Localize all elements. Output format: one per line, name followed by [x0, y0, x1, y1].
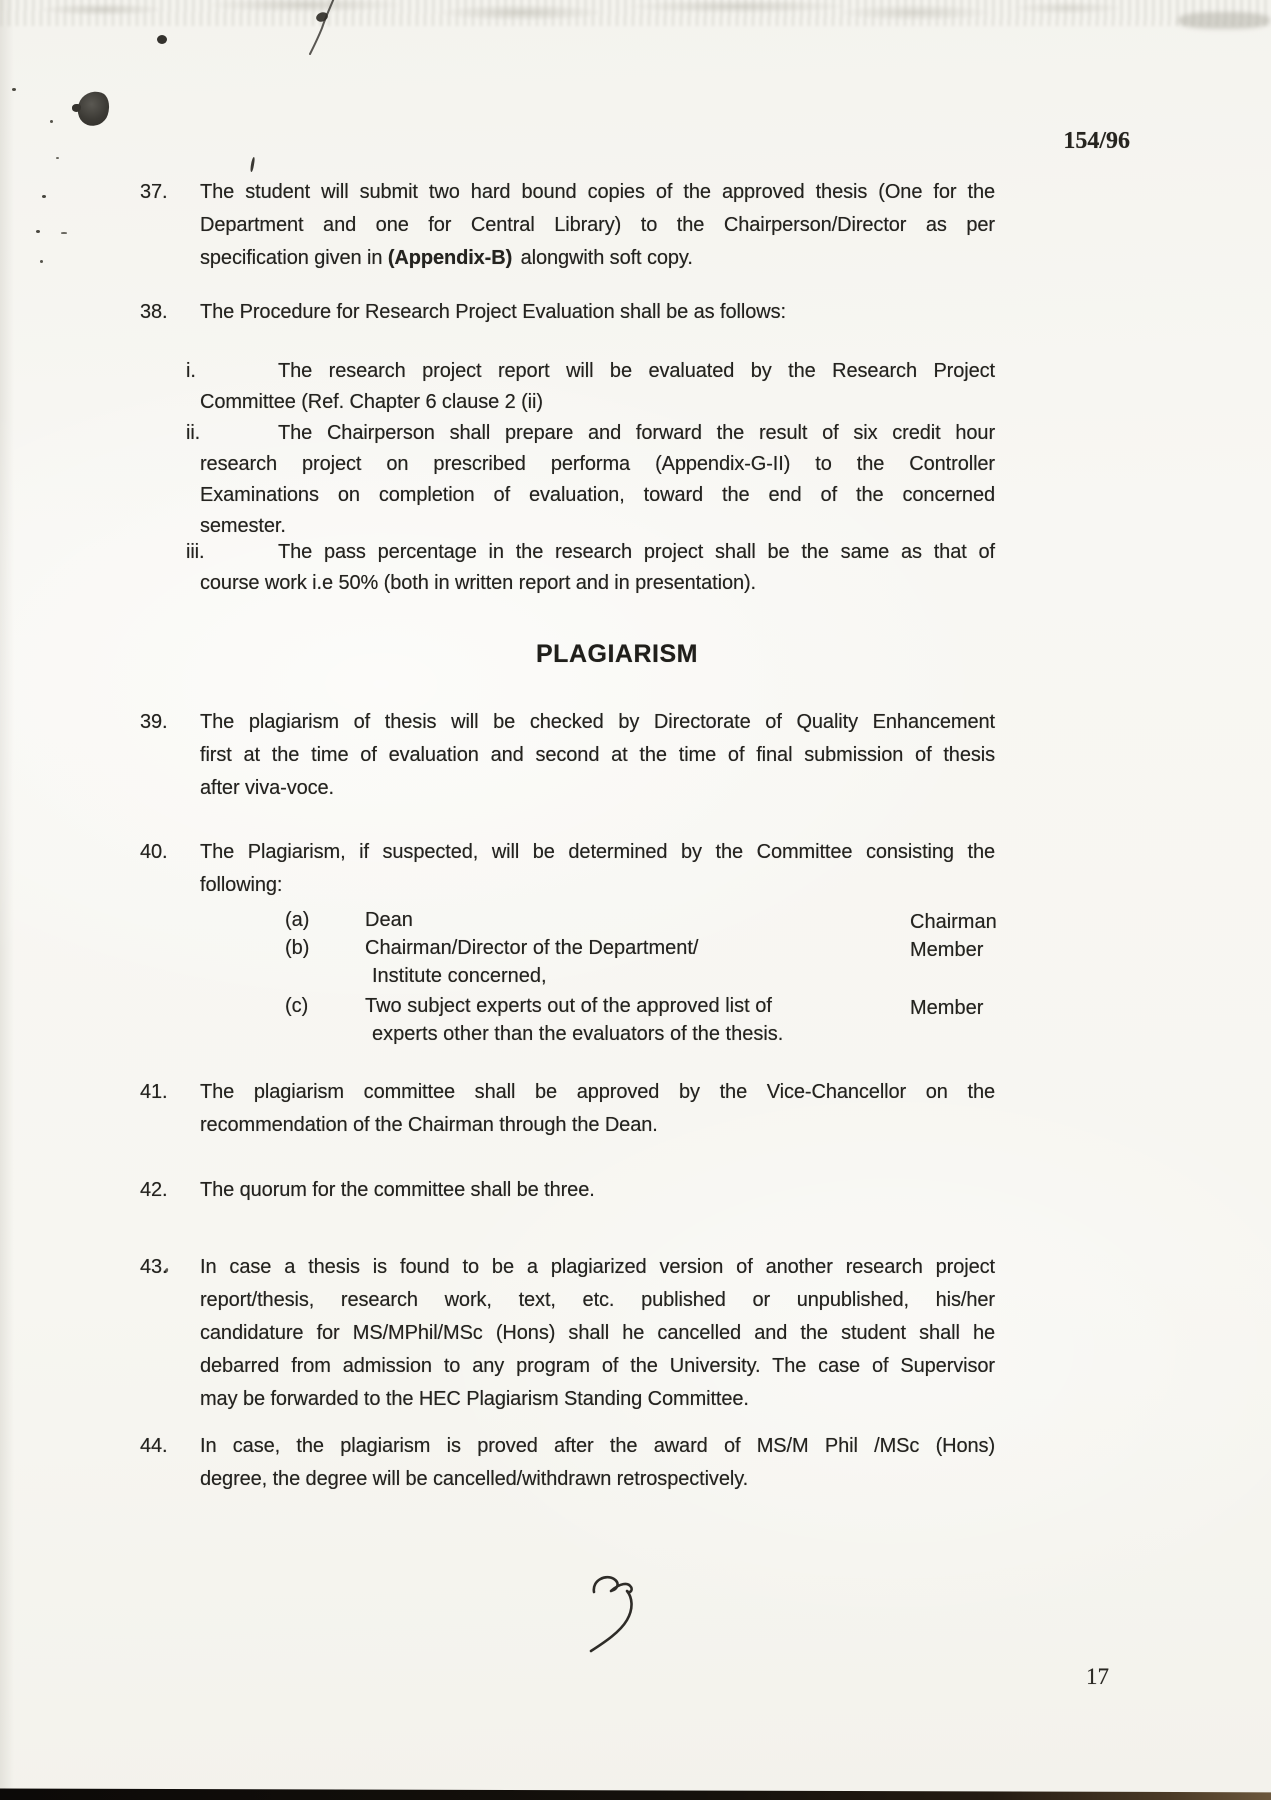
text-line: recommendation of the Chairman through the Dean.	[200, 1114, 658, 1136]
text-line: The research project report will be evaluated by the Research Project	[278, 360, 995, 382]
clause-text	[200, 296, 995, 329]
section-heading-plagiarism: PLAGIARISM	[536, 640, 698, 668]
clause-number: 41.	[140, 1081, 168, 1103]
clause-number: 44.	[140, 1435, 168, 1457]
subclause-text	[200, 356, 995, 418]
subclause-text	[200, 418, 995, 542]
text-line: degree, the degree will be cancelled/withdrawn retrospectively.	[200, 1468, 749, 1490]
text-line: debarred from admission to any program of the University. The case of Supervisor	[200, 1355, 995, 1377]
text-line: experts other than the evaluators of the thesis.	[372, 1023, 784, 1045]
text-line: may be forwarded to the HEC Plagiarism Standing Committee.	[200, 1388, 749, 1410]
text-line: The Procedure for Research Project Evaluation shall be as follows:	[200, 301, 786, 323]
clause-text	[200, 706, 995, 805]
clause-number: 43.	[140, 1256, 168, 1278]
subclause-i	[186, 356, 995, 418]
committee-item-marker: (a)	[285, 909, 310, 931]
text-line: research project on prescribed performa (Appendix-G-II) to the Controller	[200, 453, 995, 475]
clause-40	[140, 836, 995, 902]
clause-number: 40.	[140, 841, 168, 863]
committee-item-role: Member	[910, 997, 984, 1019]
page-number: 17	[1086, 1664, 1109, 1689]
text-line: Committee (Ref. Chapter 6 clause 2 (ii)	[200, 391, 543, 413]
handwritten-mark	[580, 1570, 650, 1665]
scan-speck	[12, 88, 16, 91]
clause-38	[140, 296, 995, 329]
committee-row-a	[285, 906, 1095, 934]
text-line: following:	[200, 874, 283, 896]
text-line: The student will submit two hard bound copies of the approved thesis (One for the	[200, 181, 995, 203]
text-line: The pass percentage in the research project shall be the same as that of	[278, 541, 995, 563]
subclause-marker: i.	[186, 360, 196, 382]
text-line: specification given in (Appendix-B) alongwith soft copy.	[200, 247, 693, 269]
scan-speck	[36, 230, 40, 233]
committee-row-c	[285, 992, 1095, 1048]
subclause-ii	[186, 418, 995, 542]
scan-smudge	[1178, 12, 1270, 29]
clause-text	[200, 1251, 995, 1416]
text-line: report/thesis, research work, text, etc. published or unpublished, his/her	[200, 1289, 995, 1311]
text-line: Two subject experts out of the approved list of	[365, 995, 772, 1017]
pen-stroke-mark	[300, 0, 344, 58]
subclause-marker: iii.	[186, 541, 205, 563]
committee-item-role: Member	[910, 939, 984, 961]
text-line: Department and one for Central Library) to the Chairperson/Director as per	[200, 214, 995, 236]
committee-item-marker: (c)	[285, 995, 309, 1017]
scan-noise-band	[0, 0, 1271, 26]
committee-item-marker: (b)	[285, 937, 310, 959]
scan-speck	[40, 260, 43, 263]
clause-41	[140, 1076, 995, 1142]
text-line: The plagiarism of thesis will be checked by Directorate of Quality Enhancement	[200, 711, 995, 733]
text-line: course work i.e 50% (both in written report and in presentation).	[200, 572, 757, 594]
text-line: after viva-voce.	[200, 777, 335, 799]
subclause-text	[200, 537, 995, 599]
scan-bottom-edge	[0, 1784, 1271, 1800]
text-line: Chairman/Director of the Department/	[365, 937, 699, 959]
text-line: Institute concerned,	[372, 965, 547, 987]
subclause-marker: ii.	[186, 422, 201, 444]
clause-number: 42.	[140, 1179, 168, 1201]
text-line: The quorum for the committee shall be three.	[200, 1179, 595, 1201]
clause-text	[200, 1076, 995, 1142]
committee-row-b	[285, 934, 1095, 990]
clause-44	[140, 1430, 995, 1496]
committee-item-text	[365, 906, 910, 934]
text-line: The plagiarism committee shall be approved by the Vice-Chancellor on the	[200, 1081, 995, 1103]
text-line: Examinations on completion of evaluation, toward the end of the concerned	[200, 484, 995, 506]
text-line: first at the time of evaluation and second at the time of final submission of thesis	[200, 744, 995, 766]
clause-39	[140, 706, 995, 805]
scan-tick-mark	[250, 157, 255, 172]
scan-speck	[50, 120, 53, 123]
text-line: In case a thesis is found to be a plagiarized version of another research project	[200, 1256, 995, 1278]
scan-speck	[157, 35, 167, 44]
text-line: In case, the plagiarism is proved after the award of MS/M Phil /MSc (Hons)	[200, 1435, 995, 1457]
committee-item-role: Chairman	[910, 911, 997, 933]
text-line: The Chairperson shall prepare and forward the result of six credit hour	[278, 422, 995, 444]
clause-text	[200, 176, 995, 275]
committee-item-text	[365, 992, 910, 1048]
clause-number: 38.	[140, 301, 168, 323]
clause-text	[200, 836, 995, 902]
clause-text	[200, 1430, 995, 1496]
text-line: The Plagiarism, if suspected, will be determined by the Committee consisting the	[200, 841, 995, 863]
document-number: 154/96	[1063, 128, 1130, 154]
clause-number: 37.	[140, 181, 168, 203]
text-line: candidature for MS/MPhil/MSc (Hons) shall he cancelled and the student shall he	[200, 1322, 995, 1344]
clause-37	[140, 176, 995, 275]
text-line: Dean	[365, 909, 413, 931]
text-line: semester.	[200, 515, 286, 537]
clause-text	[200, 1174, 995, 1207]
subclause-iii	[186, 537, 995, 599]
scan-speck	[56, 157, 59, 159]
clause-42	[140, 1174, 995, 1207]
committee-item-text	[365, 934, 910, 990]
clause-number: 39.	[140, 711, 168, 733]
clause-43	[140, 1251, 995, 1416]
scan-speck	[61, 232, 67, 234]
scan-speck	[42, 195, 46, 198]
